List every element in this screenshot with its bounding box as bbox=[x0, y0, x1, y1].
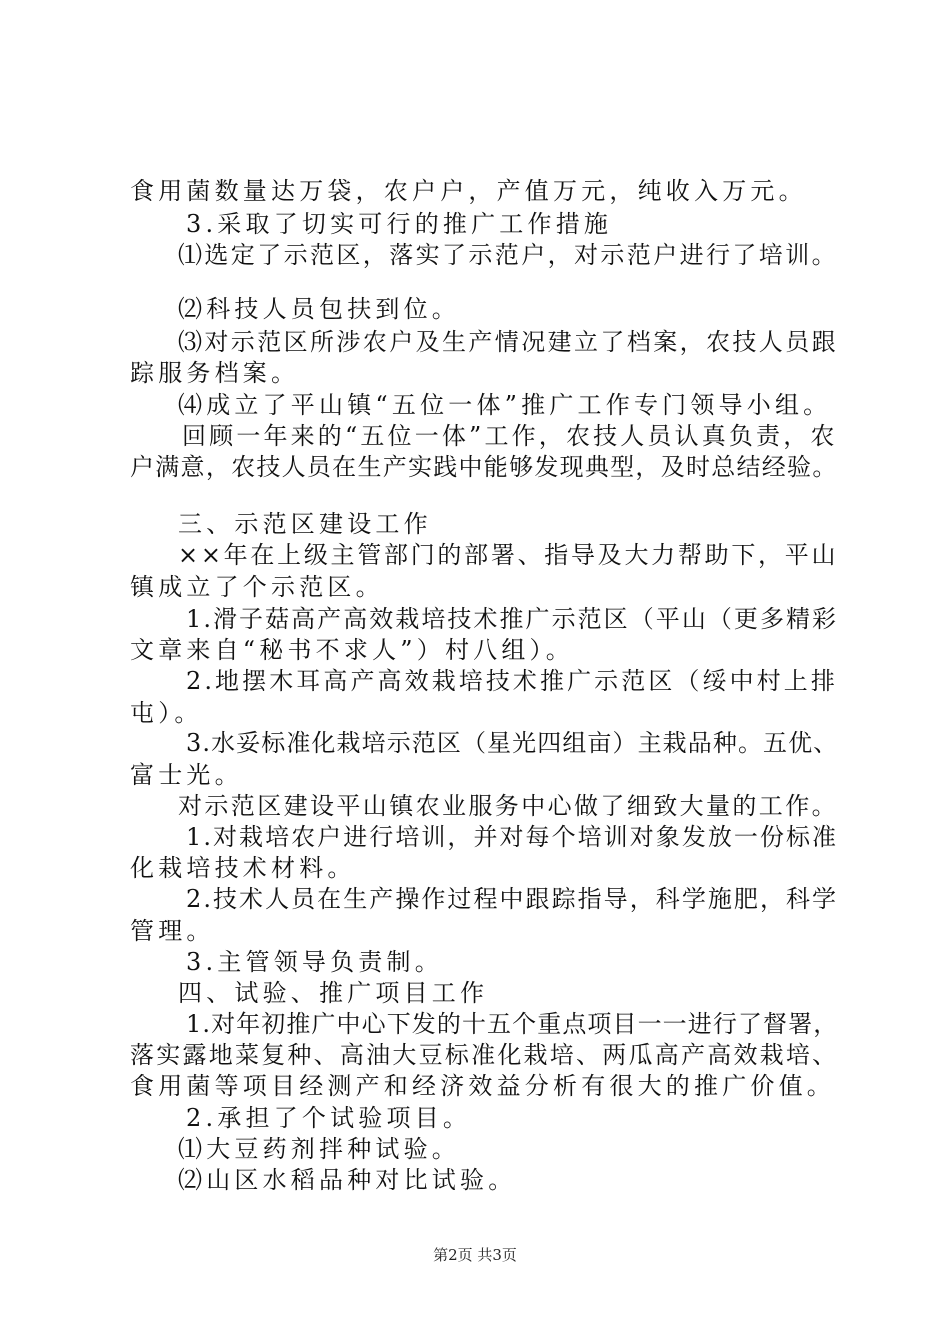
text-line: 食用菌数量达万袋，农户户，产值万元，纯收入万元。 bbox=[130, 177, 807, 205]
text-line: 回顾一年来的“五位一体”工作，农技人员认真负责，农 bbox=[182, 422, 838, 450]
section-heading: 四、试验、推广项目工作 bbox=[178, 979, 489, 1007]
text-line: 户满意，农技人员在生产实践中能够发现典型，及时总结经验。 bbox=[130, 453, 838, 481]
text-line: 镇成立了个示范区。 bbox=[130, 573, 384, 601]
text-line: 文章来自“秘书不求人”）村八组）。 bbox=[130, 636, 574, 664]
text-line: 踪服务档案。 bbox=[130, 359, 300, 387]
text-line: 食用菌等项目经测产和经济效益分析有很大的推广价值。 bbox=[130, 1072, 835, 1100]
text-line: 2.承担了个试验项目。 bbox=[186, 1104, 472, 1132]
text-line: 2.技术人员在生产操作过程中跟踪指导，科学施肥，科学 bbox=[186, 885, 839, 913]
text-line: 1.对年初推广中心下发的十五个重点项目一一进行了督署， bbox=[186, 1010, 839, 1038]
text-line: ⑵山区水稻品种对比试验。 bbox=[178, 1166, 517, 1194]
text-line: ⑴选定了示范区，落实了示范户，对示范户进行了培训。 bbox=[178, 241, 838, 269]
text-line: 落实露地菜复种、高油大豆标准化栽培、两瓜高产高效栽培、 bbox=[130, 1041, 839, 1069]
text-line: ⑷成立了平山镇“五位一体”推广工作专门领导小组。 bbox=[178, 391, 832, 419]
text-line: 2.地摆木耳高产高效栽培技术推广示范区（绥中村上排 bbox=[186, 667, 838, 695]
text-line: ⑶对示范区所涉农户及生产情况建立了档案，农技人员跟 bbox=[178, 328, 838, 356]
text-line: 1.滑子菇高产高效栽培技术推广示范区（平山（更多精彩 bbox=[186, 605, 839, 633]
text-line: ⑴大豆药剂拌种试验。 bbox=[178, 1135, 460, 1163]
text-line: 3.采取了切实可行的推广工作措施 bbox=[186, 210, 613, 238]
text-line: 对示范区建设平山镇农业服务中心做了细致大量的工作。 bbox=[178, 792, 838, 820]
text-line: 屯）。 bbox=[130, 699, 203, 727]
text-line: 1.对栽培农户进行培训，并对每个培训对象发放一份标准 bbox=[186, 823, 839, 851]
text-line: 化栽培技术材料。 bbox=[130, 854, 356, 882]
text-line: 3.主管领导负责制。 bbox=[186, 948, 443, 976]
text-line: 富士光。 bbox=[130, 761, 243, 789]
section-heading: 三、示范区建设工作 bbox=[178, 510, 432, 538]
text-line: 管理。 bbox=[130, 917, 215, 945]
text-line: ××年在上级主管部门的部署、指导及大力帮助下，平山 bbox=[178, 541, 839, 569]
text-line: 3.水妥标准化栽培示范区（星光四组亩）主栽品种。五优、 bbox=[186, 729, 839, 757]
text-line: ⑵科技人员包扶到位。 bbox=[178, 295, 460, 323]
page-number-footer: 第2页 共3页 bbox=[433, 1246, 517, 1264]
